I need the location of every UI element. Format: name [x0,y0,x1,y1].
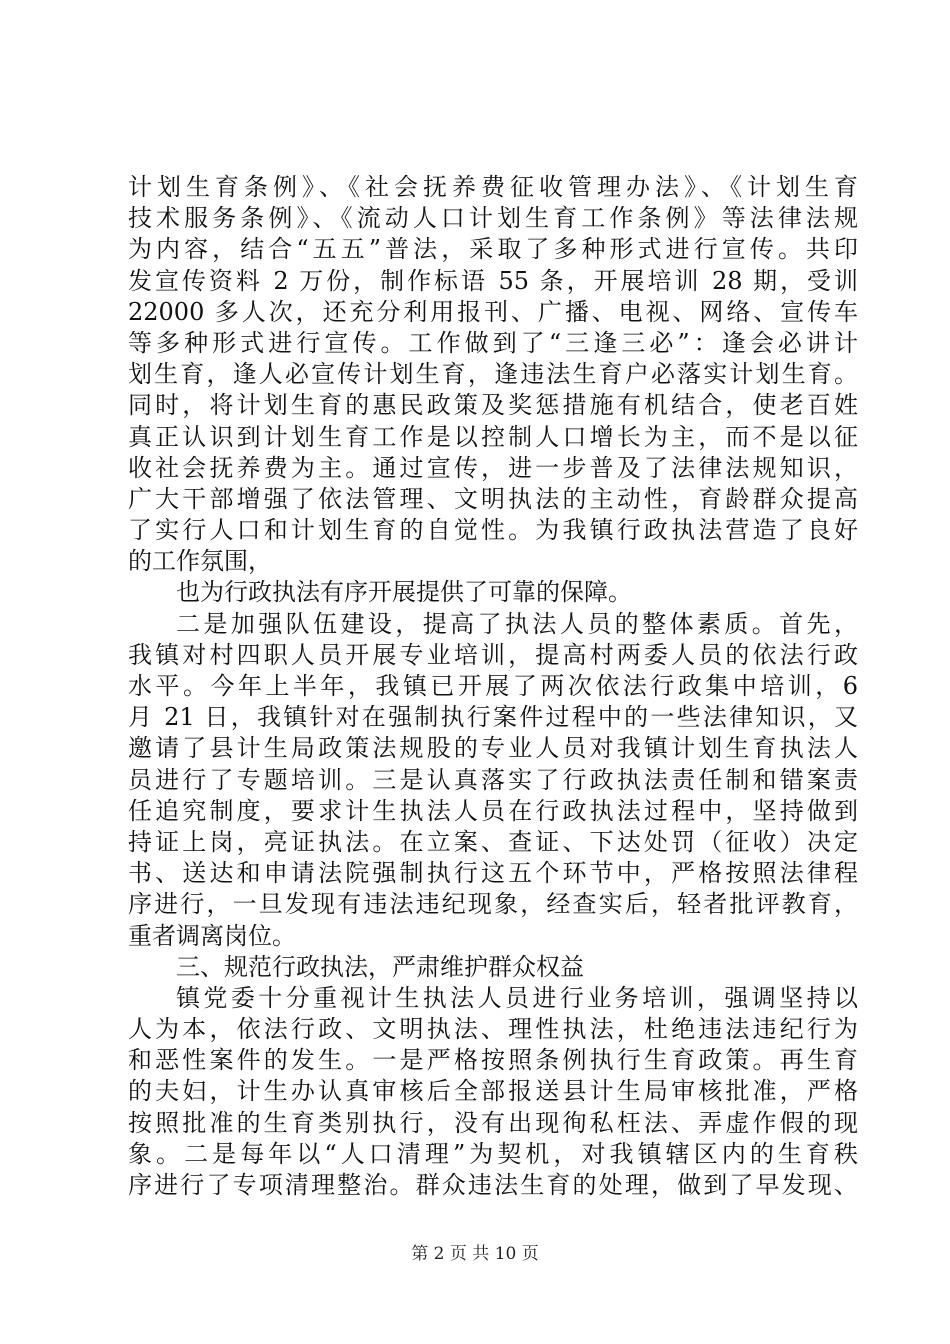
text-line: 月 21 日，我镇针对在强制执行案件过程中的一些法律知识，又 [128,703,858,732]
text-line: 三、规范行政执法，严肃维护群众权益 [176,952,584,981]
text-line: 序进行了专项清理整治。群众违法生育的处理，做到了早发现、 [128,1171,858,1199]
text-line: 邀请了县计生局政策法规股的专业人员对我镇计划生育执法人 [128,734,858,763]
text-line: 按照批准的生育类别执行，没有出现徇私枉法、弄虚作假的现 [128,1108,858,1137]
text-line: 二是加强队伍建设，提高了执法人员的整体素质。首先， [176,609,858,638]
text-line: 象。二是每年以“人口清理”为契机，对我镇辖区内的生育秩 [128,1139,858,1168]
text-line: 持证上岗，亮证执法。在立案、查证、下达处罚（征收）决定 [128,827,858,856]
text-line: 计划生育条例》、《社会抚养费征收管理办法》、《计划生育 [128,173,858,201]
text-line: 技术服务条例》、《流动人口计划生育工作条例》等法律法规 [128,204,858,233]
page-number: 第 2 页 共 10 页 [411,1244,539,1264]
text-line: 书、送达和申请法院强制执行这五个环节中，严格按照法律程 [128,859,858,888]
text-line: 水平。今年上半年，我镇已开展了两次依法行政集中培训，6 [128,672,858,700]
text-line: 为内容，结合“五五”普法，采取了多种形式进行宣传。共印 [128,235,858,264]
text-line: 人为本，依法行政、文明执法、理性执法，杜绝违法违纪行为 [128,1015,858,1044]
text-line: 真正认识到计划生育工作是以控制人口增长为主，而不是以征 [128,422,858,451]
text-line: 发宣传资料 2 万份，制作标语 55 条，开展培训 28 期，受训 [128,266,858,295]
text-line: 的夫妇，计生办认真审核后全部报送县计生局审核批准，严格 [128,1077,858,1106]
text-line: 序进行，一旦发现有违法违纪现象，经查实后，轻者批评教育， [128,890,858,919]
text-line: 镇党委十分重视计生执法人员进行业务培训，强调坚持以 [176,983,858,1012]
text-line: 的工作氛围， [128,547,272,576]
text-line: 22000 多人次，还充分利用报刊、广播、电视、网络、宣传车 [128,297,858,326]
text-line: 划生育，逢人必宣传计划生育，逢违法生育户必落实计划生育。 [128,360,858,389]
text-line: 任追究制度，要求计生执法人员在行政执法过程中，坚持做到 [128,796,858,825]
body-text [128,172,858,1201]
text-line: 等多种形式进行宣传。工作做到了“三逢三必”：逢会必讲计 [128,328,858,357]
page-footer [0,1243,950,1265]
text-line: 广大干部增强了依法管理、文明执法的主动性，育龄群众提高 [128,484,858,513]
text-line: 重者调离岗位。 [128,921,296,950]
text-line: 和恶性案件的发生。一是严格按照条例执行生育政策。再生育 [128,1046,858,1075]
text-line: 同时，将计划生育的惠民政策及奖惩措施有机结合，使老百姓 [128,391,858,420]
text-line: 收社会抚养费为主。通过宣传，进一步普及了法律法规知识， [128,453,858,482]
text-line: 了实行人口和计划生育的自觉性。为我镇行政执法营造了良好 [128,516,858,545]
text-line: 员进行了专题培训。三是认真落实了行政执法责任制和错案责 [128,765,858,794]
text-line: 我镇对村四职人员开展专业培训，提高村两委人员的依法行政 [128,640,858,669]
text-line: 也为行政执法有序开展提供了可靠的保障。 [176,578,632,607]
